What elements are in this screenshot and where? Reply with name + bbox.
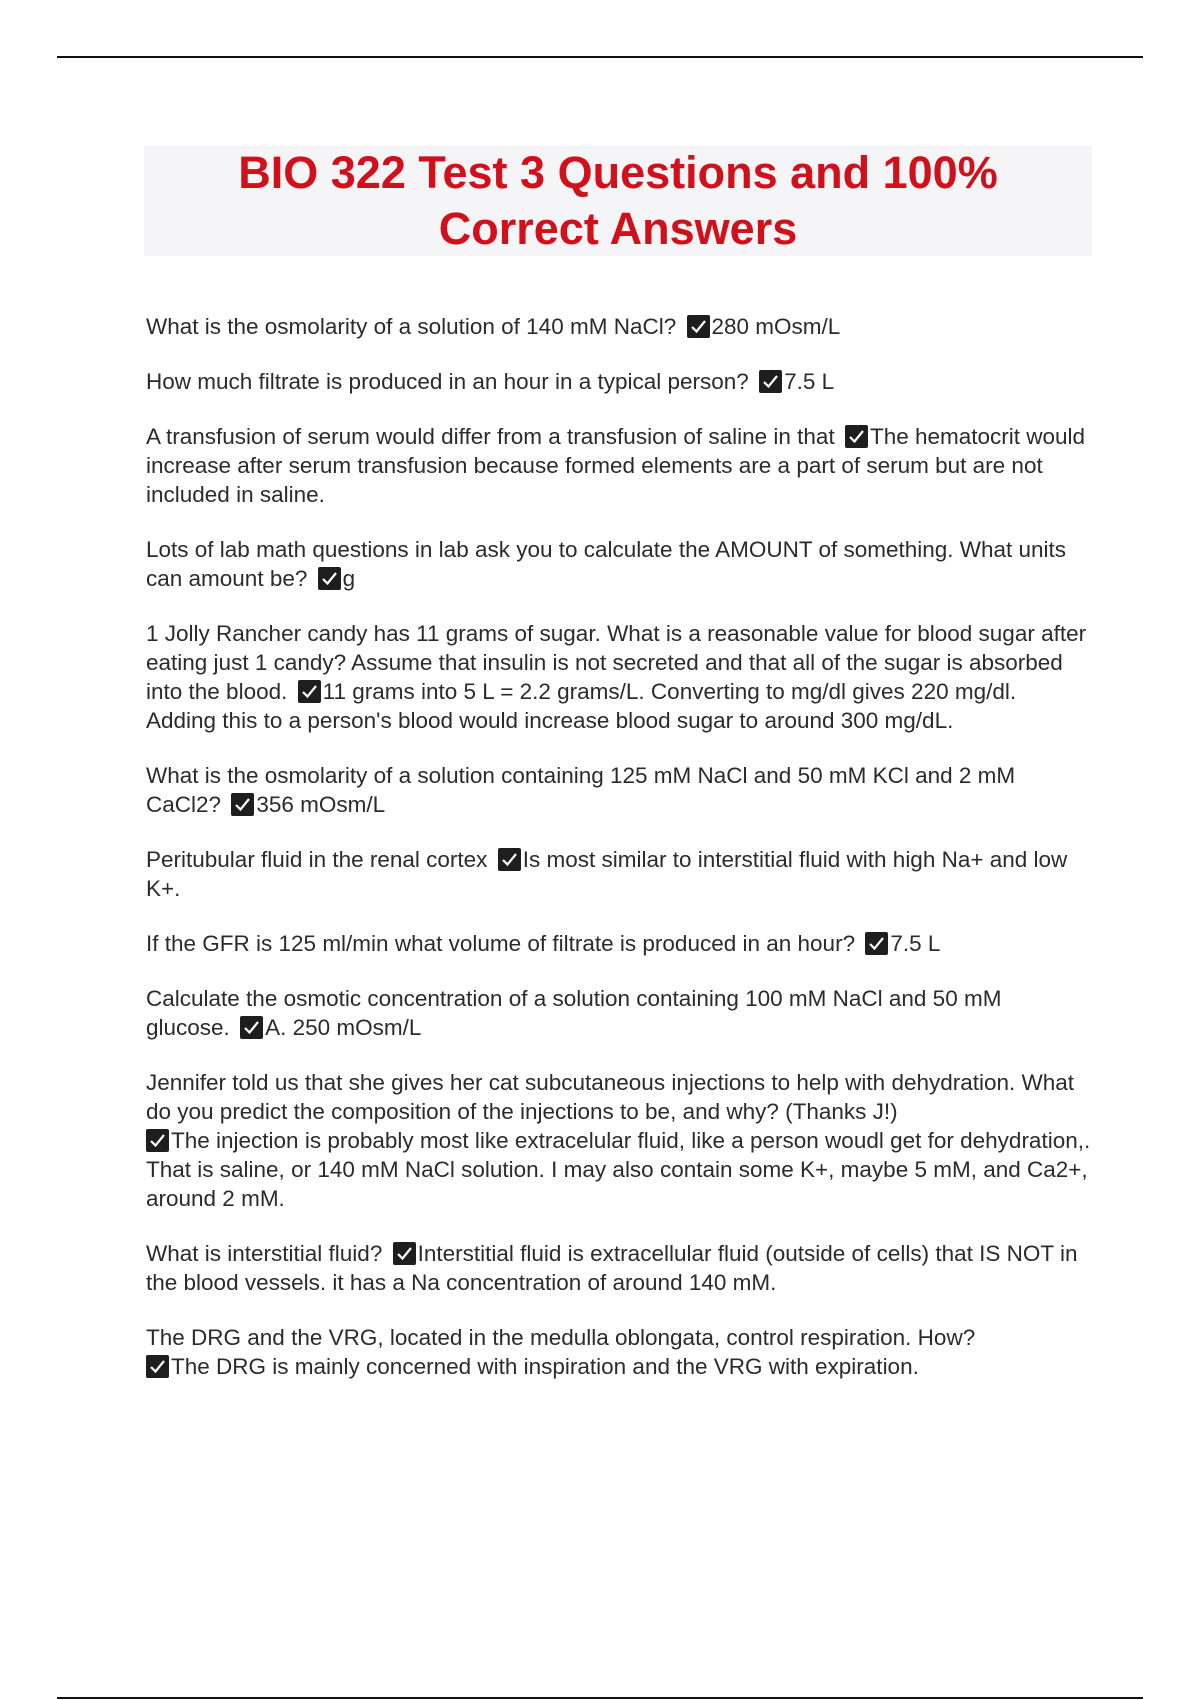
question-text: A transfusion of serum would differ from a transfusion of saline in that — [146, 424, 835, 449]
check-box-icon — [687, 315, 710, 338]
answer-text: 280 mOsm/L — [711, 314, 841, 339]
question-text: Calculate the osmotic concentration of a solution containing 100 mM NaCl and 50 mM glucose. — [146, 986, 1002, 1040]
check-box-icon — [498, 848, 521, 871]
question-text: The DRG and the VRG, located in the medulla oblongata, control respiration. How? — [146, 1325, 976, 1350]
qa-list — [146, 312, 1091, 1407]
qa-item — [146, 367, 1091, 396]
qa-item — [146, 1239, 1091, 1297]
question-text: What is interstitial fluid? — [146, 1241, 383, 1266]
qa-item — [146, 1323, 1091, 1381]
answer-text: Is most similar to interstitial fluid with high Na+ and low K+. — [146, 847, 1068, 901]
qa-item — [146, 1068, 1091, 1213]
check-box-icon — [298, 680, 321, 703]
qa-item — [146, 845, 1091, 903]
qa-item — [146, 422, 1091, 509]
check-box-icon — [865, 932, 888, 955]
question-text: Peritubular fluid in the renal cortex — [146, 847, 488, 872]
question-text: Jennifer told us that she gives her cat subcutaneous injections to help with dehydration. What do you predict the composition of the injections to be, and why? (Thanks J!) — [146, 1070, 1075, 1124]
check-box-icon — [393, 1242, 416, 1265]
check-box-icon — [231, 793, 254, 816]
answer-text: 7.5 L — [890, 931, 941, 956]
qa-item — [146, 984, 1091, 1042]
check-box-icon — [240, 1016, 263, 1039]
qa-item — [146, 535, 1091, 593]
check-box-icon — [318, 567, 341, 590]
question-text: 1 Jolly Rancher candy has 11 grams of sugar. What is a reasonable value for blood sugar after eating just 1 candy? Assume that insulin is not secreted and that all of the sugar is absorbed into the blood. — [146, 621, 1087, 704]
top-rule — [57, 56, 1143, 58]
qa-item — [146, 929, 1091, 958]
question-text: Lots of lab math questions in lab ask you to calculate the AMOUNT of something. What units can amount be? — [146, 537, 1067, 591]
answer-text: 11 grams into 5 L = 2.2 grams/L. Converting to mg/dl gives 220 mg/dl. Adding this to a person's blood would increase blood sugar to around 300 mg/dL. — [146, 679, 1017, 733]
answer-text: 356 mOsm/L — [256, 792, 386, 817]
check-box-icon — [845, 425, 868, 448]
check-box-icon — [146, 1355, 169, 1378]
answer-text: g — [342, 566, 356, 591]
check-box-icon — [146, 1129, 169, 1152]
question-text: If the GFR is 125 ml/min what volume of filtrate is produced in an hour? — [146, 931, 856, 956]
question-text: What is the osmolarity of a solution containing 125 mM NaCl and 50 mM KCl and 2 mM CaCl2? — [146, 763, 1016, 817]
qa-item — [146, 312, 1091, 341]
title-banner — [144, 146, 1092, 256]
document-title: BIO 322 Test 3 Questions and 100% Correct Answers — [238, 147, 998, 254]
answer-text: The DRG is mainly concerned with inspiration and the VRG with expiration. — [171, 1354, 919, 1379]
question-text: What is the osmolarity of a solution of 140 mM NaCl? — [146, 314, 677, 339]
answer-text: 7.5 L — [784, 369, 835, 394]
answer-text: Interstitial fluid is extracellular fluid (outside of cells) that IS NOT in the blood vessels. it has a Na concentration of around 140 mM. — [146, 1241, 1078, 1295]
bottom-rule — [57, 1697, 1143, 1699]
qa-item — [146, 619, 1091, 735]
qa-item — [146, 761, 1091, 819]
question-text: How much filtrate is produced in an hour in a typical person? — [146, 369, 749, 394]
check-box-icon — [759, 370, 782, 393]
answer-text: The injection is probably most like extracelular fluid, like a person woudl get for dehydration,. That is saline, or 140 mM NaCl solution. I may also contain some K+, maybe 5 mM, and Ca2+, around 2 mM. — [146, 1128, 1091, 1211]
answer-text: The hematocrit would increase after serum transfusion because formed elements are a part of serum but are not included in saline. — [146, 424, 1086, 507]
answer-text: A. 250 mOsm/L — [265, 1015, 422, 1040]
